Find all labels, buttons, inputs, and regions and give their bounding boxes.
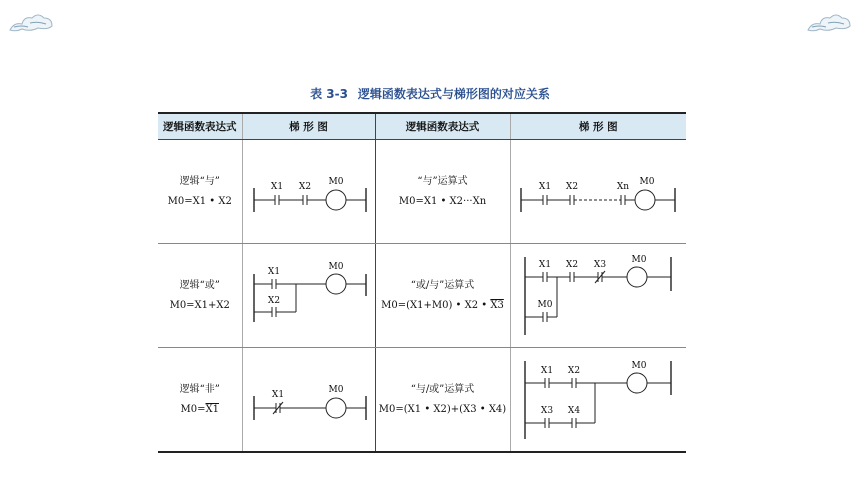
- label-x2: X2: [298, 181, 311, 192]
- label-m0: M0: [639, 176, 655, 187]
- coil-m0: [326, 190, 346, 210]
- expression-formula: M0=X1 • X2: [167, 195, 232, 207]
- no-contact-x2: [272, 307, 276, 317]
- no-contact-x2: [303, 195, 307, 205]
- coil-m0: [326, 398, 346, 418]
- expression-name: 逻辑“与”: [179, 175, 220, 187]
- cloud-decoration-left-icon: [8, 10, 54, 34]
- no-contact-x1: [545, 378, 549, 388]
- coil-m0: [635, 190, 655, 210]
- label-x2: X2: [566, 259, 579, 270]
- no-contact-x2: [572, 378, 576, 388]
- expression-formula: M0=X1+X2: [169, 299, 230, 311]
- no-contact-x3: [545, 418, 549, 428]
- label-x1: X1: [270, 181, 283, 192]
- no-contact-xn: [621, 195, 625, 205]
- coil-m0: [326, 274, 346, 294]
- label-xn: Xn: [617, 181, 630, 192]
- label-m0: M0: [631, 254, 647, 265]
- no-contact-x2: [570, 195, 574, 205]
- label-x1: X1: [539, 259, 552, 270]
- label-m0: M0: [328, 176, 343, 187]
- table-caption: [0, 85, 860, 102]
- cloud-decoration-right-icon: [806, 10, 852, 34]
- ladder-diagram-and-or: [515, 355, 681, 445]
- expression-cell: [375, 348, 510, 453]
- expression-formula: M0=(X1+M0) • X2 • X3: [381, 299, 504, 311]
- label-m0: M0: [328, 261, 343, 272]
- ladder-cell: [242, 140, 375, 244]
- no-contact-m0: [543, 312, 547, 322]
- expression-cell: [375, 140, 510, 244]
- no-contact-x1: [543, 195, 547, 205]
- coil-m0: [627, 267, 647, 287]
- overline-x3: X3: [490, 299, 504, 311]
- label-m0: M0: [631, 360, 647, 371]
- expression-name: “与/或”运算式: [410, 383, 475, 395]
- expression-formula: M0=(X1 • X2)+(X3 • X4): [378, 403, 507, 415]
- label-x2: X2: [566, 181, 579, 192]
- expression-cell: [375, 244, 510, 348]
- ladder-diagram-and: [248, 162, 370, 222]
- table-row: [158, 348, 686, 453]
- label-x1: X1: [539, 181, 552, 192]
- label-x4: X4: [568, 405, 581, 416]
- ladder-cell: [242, 244, 375, 348]
- no-contact-x1: [543, 272, 547, 282]
- expression-name: 逻辑“非”: [179, 383, 220, 395]
- coil-m0: [627, 373, 647, 393]
- ladder-diagram-not: [248, 370, 370, 430]
- no-contact-x1: [272, 279, 276, 289]
- label-x3: X3: [541, 405, 554, 416]
- no-contact-x4: [572, 418, 576, 428]
- expression-name: 逻辑“或”: [179, 279, 220, 291]
- expression-name: “或/与”运算式: [410, 279, 475, 291]
- logic-ladder-table: [158, 112, 686, 453]
- ladder-diagram-and-n: [515, 162, 681, 222]
- label-x2: X2: [568, 365, 581, 376]
- ladder-cell: [510, 140, 686, 244]
- expression-name: “与”运算式: [417, 175, 468, 187]
- ladder-diagram-or-and: [515, 251, 681, 341]
- no-contact-x2: [570, 272, 574, 282]
- header-ladder-left: 梯 形 图: [242, 113, 375, 140]
- expression-formula: M0=X1 • X2···Xn: [398, 195, 487, 207]
- header-ladder-right: 梯 形 图: [510, 113, 686, 140]
- label-x1: X1: [267, 266, 280, 277]
- expression-formula: M0=X1: [180, 403, 219, 415]
- label-x2: X2: [267, 295, 280, 306]
- label-x1: X1: [541, 365, 554, 376]
- no-contact-x1: [275, 195, 279, 205]
- header-expression-right: 逻辑函数表达式: [375, 113, 510, 140]
- overline-x1: X1: [205, 403, 219, 415]
- header-expression-left: 逻辑函数表达式: [158, 113, 242, 140]
- table-row: [158, 140, 686, 244]
- table-header-row: [158, 113, 686, 140]
- ladder-cell: [510, 244, 686, 348]
- expression-cell: [158, 244, 242, 348]
- expression-cell: [158, 140, 242, 244]
- expression-cell: [158, 348, 242, 453]
- ladder-cell: [510, 348, 686, 453]
- table-title: 逻辑函数表达式与梯形图的对应关系: [357, 87, 550, 101]
- table-number: 表 3-3: [310, 87, 348, 101]
- table-row: [158, 244, 686, 348]
- label-m0-contact: M0: [537, 299, 553, 310]
- ladder-diagram-or: [248, 256, 370, 336]
- label-x3: X3: [594, 259, 607, 270]
- label-m0: M0: [328, 384, 343, 395]
- label-x1: X1: [271, 389, 284, 400]
- ladder-cell: [242, 348, 375, 453]
